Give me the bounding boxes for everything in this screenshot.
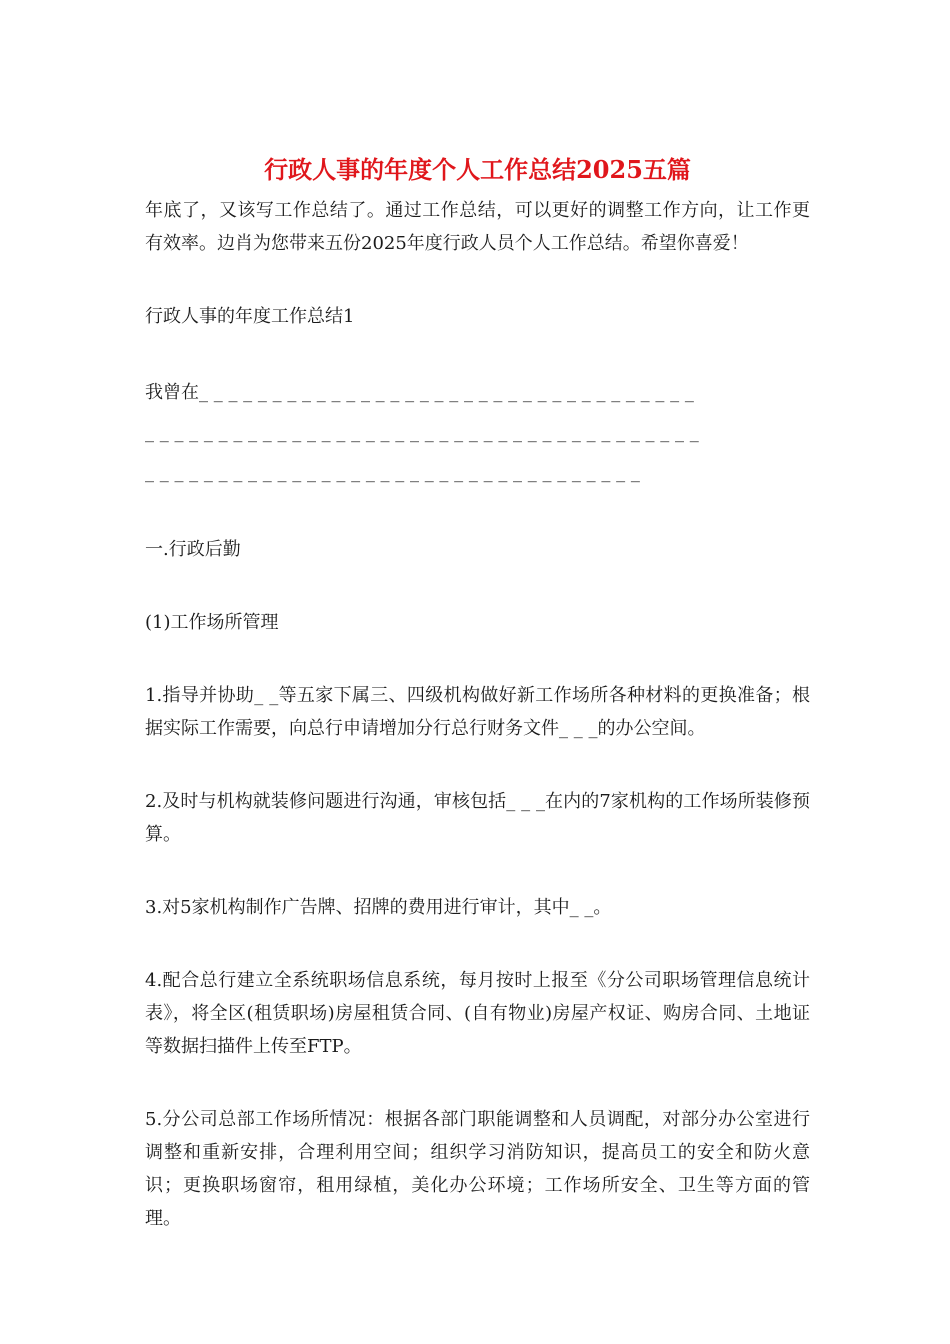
spacer — [145, 260, 810, 300]
list-item-4: 4.配合总行建立全系统职场信息系统，每月按时上报至《分公司职场管理信息统计表》，将全区(租赁职场)房屋租赁合同、(自有物业)房屋产权证、购房合同、土地证等数据扫描件上传至FTP。 — [145, 970, 810, 1057]
blank-line-1: 我曾在_ _ _ _ _ _ _ _ _ _ _ _ _ _ _ _ _ _ _ _ _ _ _ _ _ _ _ _ _ _ _ _ _ _ — [145, 382, 694, 403]
spacer — [145, 493, 810, 533]
intro-paragraph: 年底了，又该写工作总结了。通过工作总结，可以更好的调整工作方向，让工作更有效率。边肖为您带来五份2025年度行政人员个人工作总结。希望你喜爱！ — [145, 200, 810, 254]
spacer — [145, 1063, 810, 1103]
heading-administration: 一.行政后勤 — [145, 539, 241, 560]
list-item-5: 5.分公司总部工作场所情况：根据各部门职能调整和人员调配，对部分办公室进行调整和重新安排，合理利用空间；组织学习消防知识，提高员工的安全和防火意识；更换职场窗帘，租用绿植，美化办公环境；工作场所安全、卫生等方面的管理。 — [145, 1109, 810, 1229]
document-title: 行政人事的年度个人工作总结2025五篇 — [264, 155, 691, 184]
spacer — [145, 639, 810, 679]
spacer — [145, 745, 810, 785]
document-content — [145, 150, 810, 1235]
list-item-3: 3.对5家机构制作广告牌、招牌的费用进行审计，其中_ _。 — [145, 897, 612, 918]
spacer — [145, 924, 810, 964]
heading-workplace-management: (1)工作场所管理 — [145, 612, 279, 633]
section-heading: 行政人事的年度工作总结1 — [145, 306, 355, 327]
list-item-2: 2.及时与机构就装修问题进行沟通，审核包括_ _ _在内的7家机构的工作场所装修预算。 — [145, 791, 810, 845]
spacer — [145, 566, 810, 606]
blank-line-2: _ _ _ _ _ _ _ _ _ _ _ _ _ _ _ _ _ _ _ _ _ _ _ _ _ _ _ _ _ _ _ _ _ _ _ _ _ _ — [145, 422, 699, 443]
list-item-1: 1.指导并协助_ _等五家下属三、四级机构做好新工作场所各种材料的更换准备；根据实际工作需要，向总行申请增加分行总行财务文件_ _ _的办公空间。 — [145, 685, 810, 739]
spacer — [145, 333, 810, 373]
blank-line-3: _ _ _ _ _ _ _ _ _ _ _ _ _ _ _ _ _ _ _ _ _ _ _ _ _ _ _ _ _ _ _ _ _ _ — [145, 462, 640, 483]
spacer — [145, 851, 810, 891]
